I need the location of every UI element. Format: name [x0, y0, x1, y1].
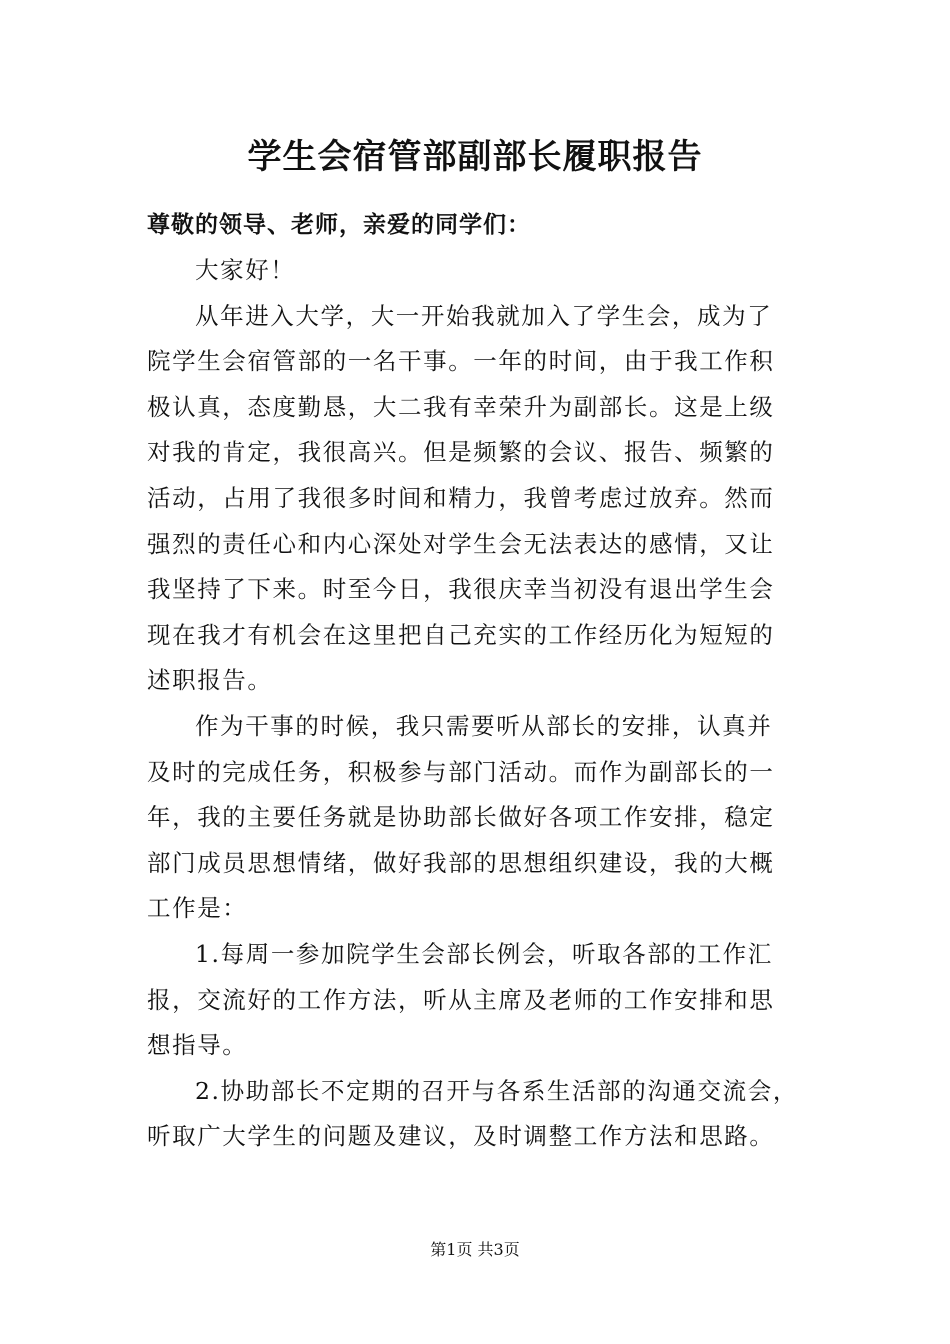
document-body: [147, 248, 837, 1160]
paragraph-line: 述职报告。: [147, 666, 273, 695]
paragraph-line: 从年进入大学，大一开始我就加入了学生会，成为了: [195, 301, 773, 330]
paragraph-line: 对我的肯定，我很高兴。但是频繁的会议、报告、频繁的: [147, 438, 775, 467]
paragraph-line: 2.协助部长不定期的召开与各系生活部的沟通交流会，: [195, 1076, 798, 1105]
page-footer: 第1页 共3页: [430, 1240, 520, 1259]
salutation: 尊敬的领导、老师，亲爱的同学们：: [147, 211, 531, 238]
paragraph-line: 极认真，态度勤恳，大二我有幸荣升为副部长。这是上级: [147, 392, 775, 421]
paragraph-line: 强烈的责任心和内心深处对学生会无法表达的感情，又让: [147, 529, 775, 558]
paragraph-line: 部门成员思想情绪，做好我部的思想组织建设，我的大概: [147, 848, 775, 877]
paragraph-line: 想指导。: [147, 1031, 248, 1060]
paragraph-line: 大家好！: [195, 256, 296, 284]
paragraph-line: 院学生会宿管部的一名干事。一年的时间，由于我工作积: [147, 347, 775, 376]
paragraph-line: 报，交流好的工作方法，听从主席及老师的工作安排和思: [147, 985, 775, 1014]
document-title: 学生会宿管部副部长履职报告: [247, 137, 703, 177]
paragraph-line: 1.每周一参加院学生会部长例会，听取各部的工作汇: [195, 939, 773, 968]
paragraph-line: 年，我的主要任务就是协助部长做好各项工作安排，稳定: [147, 803, 775, 832]
paragraph-line: 作为干事的时候，我只需要听从部长的安排，认真并: [195, 711, 773, 740]
paragraph-line: 活动，占用了我很多时间和精力，我曾考虑过放弃。然而: [147, 483, 775, 512]
paragraph-line: 现在我才有机会在这里把自己充实的工作经历化为短短的: [147, 620, 775, 649]
paragraph-line: 听取广大学生的问题及建议，及时调整工作方法和思路。: [147, 1122, 775, 1151]
paragraph-line: 工作是：: [147, 894, 248, 923]
paragraph-line: 及时的完成任务，积极参与部门活动。而作为副部长的一: [147, 757, 775, 786]
paragraph-line: 我坚持了下来。时至今日，我很庆幸当初没有退出学生会: [147, 575, 775, 604]
